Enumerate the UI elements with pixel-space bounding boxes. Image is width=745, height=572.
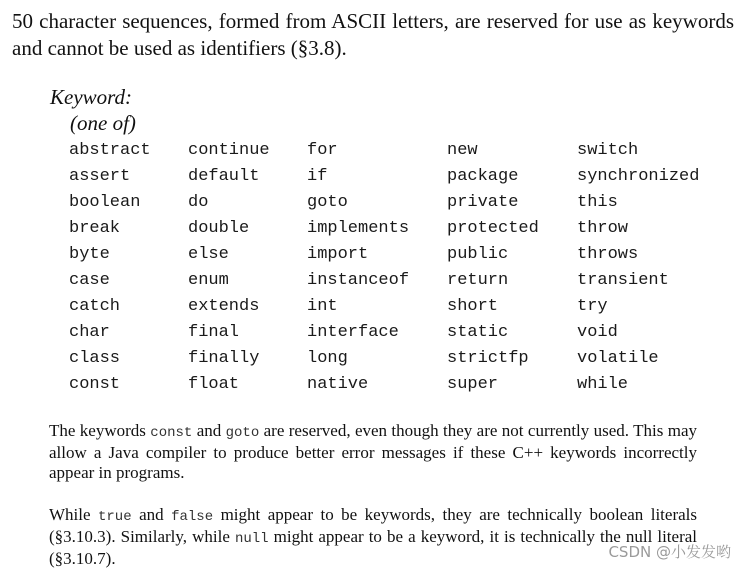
keyword-cell: goto	[307, 192, 348, 212]
keyword-cell: final	[188, 322, 240, 342]
keyword-cell: try	[577, 296, 608, 316]
keyword-row	[69, 345, 717, 371]
paragraph-text: The keywords	[49, 421, 151, 440]
keyword-cell: private	[447, 192, 519, 212]
keyword-cell: const	[69, 374, 121, 394]
keyword-cell: float	[188, 374, 240, 394]
keyword-row	[69, 319, 717, 345]
paragraph-text: might appear to be a keyword, it is technically the null literal (§3.10.7).	[49, 527, 698, 568]
keyword-cell: double	[188, 218, 250, 238]
keyword-cell: volatile	[577, 348, 659, 368]
paragraph-text: might appear to be keywords, they are technically boolean literals (§3.10.3). Similarly, while	[49, 505, 697, 546]
keyword-cell: assert	[69, 166, 131, 186]
inline-code: goto	[225, 425, 260, 441]
keyword-cell: byte	[69, 244, 110, 264]
intro-paragraph	[12, 8, 734, 62]
inline-code: true	[98, 509, 132, 525]
keyword-cell: transient	[577, 270, 669, 290]
keyword-cell: continue	[188, 140, 270, 160]
keyword-cell: enum	[188, 270, 229, 290]
keyword-cell: native	[307, 374, 369, 394]
keyword-cell: protected	[447, 218, 539, 238]
keyword-cell: switch	[577, 140, 639, 160]
keyword-row	[69, 163, 717, 189]
inline-code: const	[150, 425, 193, 441]
inline-code: null	[234, 531, 269, 547]
keyword-cell: strictfp	[447, 348, 529, 368]
keyword-cell: synchronized	[577, 166, 700, 186]
keyword-cell: throws	[577, 244, 639, 264]
keyword-cell: long	[307, 348, 348, 368]
keyword-cell: break	[69, 218, 121, 238]
keyword-cell: while	[577, 374, 629, 394]
keyword-row	[69, 137, 717, 163]
grammar-nonterminal: Keyword:	[50, 85, 133, 109]
keyword-cell: instanceof	[307, 270, 410, 290]
keyword-cell: package	[447, 166, 519, 186]
keyword-cell: for	[307, 140, 338, 160]
keyword-row	[69, 189, 717, 215]
paragraph-text: While	[49, 505, 98, 524]
keyword-cell: default	[188, 166, 260, 186]
keyword-row	[69, 371, 717, 397]
keyword-cell: finally	[188, 348, 260, 368]
keyword-cell: static	[447, 322, 509, 342]
keyword-cell: this	[577, 192, 618, 212]
keyword-cell: return	[447, 270, 509, 290]
keyword-cell: catch	[69, 296, 121, 316]
keyword-cell: do	[188, 192, 209, 212]
keyword-cell: extends	[188, 296, 260, 316]
keyword-cell: char	[69, 322, 110, 342]
keyword-cell: public	[447, 244, 509, 264]
paragraph-text: and	[131, 505, 172, 524]
keyword-table-body	[69, 137, 717, 397]
keyword-cell: implements	[307, 218, 410, 238]
inline-code: false	[171, 509, 214, 525]
reserved-note-paragraph	[49, 421, 697, 483]
keyword-cell: if	[307, 166, 328, 186]
paragraph-text: and	[192, 421, 226, 440]
literals-note-paragraph	[49, 505, 697, 569]
keyword-cell: boolean	[69, 192, 141, 212]
watermark: CSDN @小发发哟	[608, 543, 731, 561]
keyword-cell: short	[447, 296, 499, 316]
keyword-cell: else	[188, 244, 229, 264]
grammar-one-of: (one of)	[70, 111, 136, 135]
keyword-row	[69, 267, 717, 293]
keyword-cell: class	[69, 348, 121, 368]
keyword-cell: import	[307, 244, 369, 264]
intro-text: 50 character sequences, formed from ASCII letters, are reserved for use as keywords and cannot be used as identifiers (§3.8).	[12, 9, 734, 60]
keyword-cell: interface	[307, 322, 399, 342]
paragraph-text: are reserved, even though they are not currently used. This may allow a Java compiler to produce better error messages if these C++ keywords incorrectly appear in programs.	[49, 421, 698, 482]
keyword-cell: super	[447, 374, 499, 394]
keyword-table	[69, 137, 717, 397]
keyword-cell: abstract	[69, 140, 151, 160]
keyword-cell: void	[577, 322, 618, 342]
keyword-cell: int	[307, 296, 338, 316]
keyword-row	[69, 293, 717, 319]
keyword-cell: throw	[577, 218, 629, 238]
keyword-row	[69, 215, 717, 241]
keyword-row	[69, 241, 717, 267]
keyword-cell: case	[69, 270, 110, 290]
keyword-cell: new	[447, 140, 478, 160]
